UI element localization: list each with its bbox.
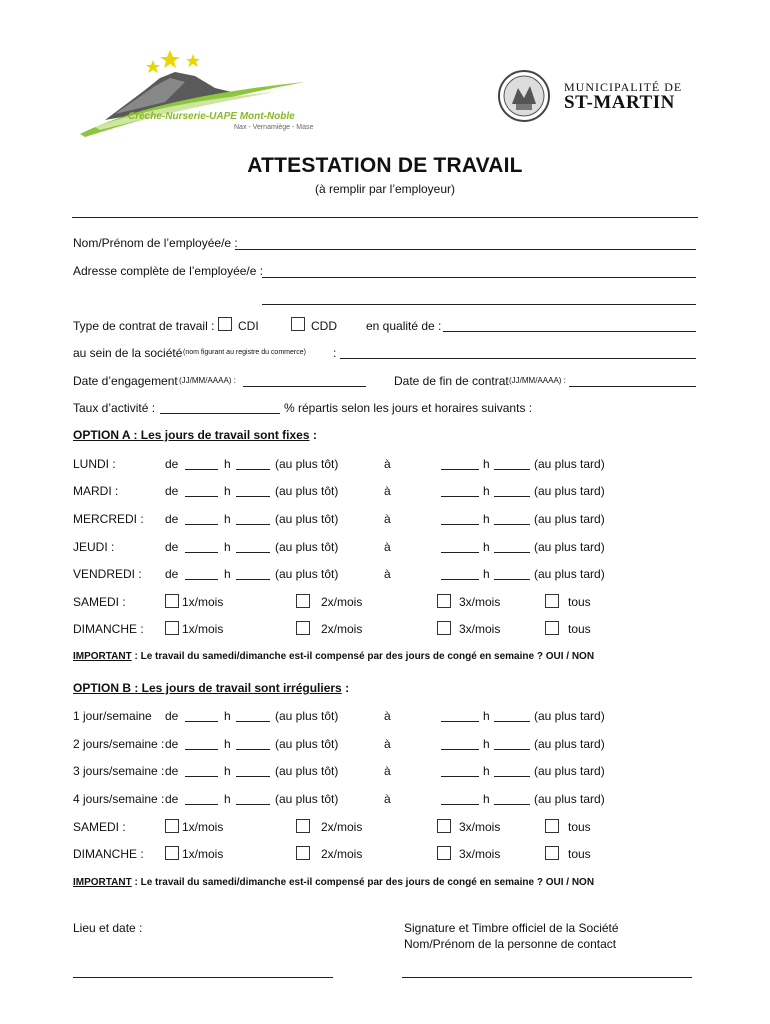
option-a-row-1-latest: (au plus tard) [534,484,605,498]
option-b-row-1-from-minute-field[interactable] [236,749,270,750]
name-field[interactable] [235,249,696,250]
option-a-sunday-checkbox-1[interactable] [296,621,310,635]
signature-field[interactable] [402,977,692,978]
option-b-row-3-latest: (au plus tard) [534,792,605,806]
option-a-row-1-to-hour-field[interactable] [441,496,479,497]
option-b-row-0-from-minute-field[interactable] [236,721,270,722]
end-date-field[interactable] [569,386,696,387]
cdi-label: CDI [238,319,259,333]
option-a-row-4-day-label: VENDREDI : [73,567,142,581]
option-a-row-3-to-minute-field[interactable] [494,552,530,553]
option-a-row-1-from-hour-field[interactable] [185,496,218,497]
option-a-row-1-to-minute-field[interactable] [494,496,530,497]
option-a-row-1-a: à [384,484,391,498]
address-field[interactable] [262,277,696,278]
option-a-row-0-from-minute-field[interactable] [236,469,270,470]
name-label: Nom/Prénom de l’employée/e : [73,236,238,250]
option-b-saturday-option-0: 1x/mois [182,820,224,834]
option-a-row-4-latest: (au plus tard) [534,567,605,581]
option-a-sunday-option-3: tous [568,622,591,636]
address-label: Adresse complète de l’employée/e : [73,264,264,278]
option-a-row-3-to-hour-field[interactable] [441,552,479,553]
cdd-label: CDD [311,319,337,333]
option-a-row-1-to-h: h [483,484,490,498]
option-a-row-0-from-h: h [224,457,231,471]
option-b-sunday-option-0: 1x/mois [182,847,224,861]
option-a-row-3-from-h: h [224,540,231,554]
option-b-row-1-to-minute-field[interactable] [494,749,530,750]
option-b-sunday-checkbox-1[interactable] [296,846,310,860]
option-a-saturday-label: SAMEDI : [73,595,126,609]
option-a-row-1-from-minute-field[interactable] [236,496,270,497]
option-b-row-2-day-label: 3 jours/semaine : [73,764,165,778]
option-a-row-1-from-de: de [165,484,179,498]
option-b-row-1-a: à [384,737,391,751]
rate-label: Taux d’activité : [73,401,156,415]
company-note: (nom figurant au registre du commerce) [183,349,306,356]
municipality-crest-icon [496,68,552,124]
option-a-sunday-option-2: 3x/mois [459,622,501,636]
option-b-row-2-to-h: h [483,764,490,778]
rate-field[interactable] [160,413,280,414]
signature-label-2: Nom/Prénom de la personne de contact [404,937,617,951]
option-b-row-2-to-hour-field[interactable] [441,776,479,777]
option-a-row-2-earliest: (au plus tôt) [275,512,339,526]
option-b-saturday-label: SAMEDI : [73,820,126,834]
option-b-row-1-from-hour-field[interactable] [185,749,218,750]
cdd-checkbox[interactable] [291,317,305,331]
option-a-row-0-day-label: LUNDI : [73,457,116,471]
option-b-saturday-option-2: 3x/mois [459,820,501,834]
important-note-a: IMPORTANT : Le travail du samedi/dimanche est-il compensé par des jours de congé en semaine ? OUI / NON [73,651,595,662]
option-b-row-0-latest: (au plus tard) [534,709,605,723]
option-a-row-3-from-de: de [165,540,179,554]
option-a-sunday-checkbox-0[interactable] [165,621,179,635]
option-b-row-3-from-minute-field[interactable] [236,804,270,805]
option-b-row-2-from-de: de [165,764,179,778]
option-b-sunday-option-3: tous [568,847,591,861]
option-a-row-2-from-de: de [165,512,179,526]
option-b-sunday-checkbox-3[interactable] [545,846,559,860]
option-b-row-2-earliest: (au plus tôt) [275,764,339,778]
option-a-saturday-option-0: 1x/mois [182,595,224,609]
option-a-row-4-to-hour-field[interactable] [441,579,479,580]
page-subtitle: (à remplir par l’employeur) [314,182,456,196]
option-a-row-2-latest: (au plus tard) [534,512,605,526]
municipality-line2: ST-MARTIN [564,92,675,113]
option-a-row-4-from-minute-field[interactable] [236,579,270,580]
option-a-row-4-from-de: de [165,567,179,581]
option-b-row-2-from-hour-field[interactable] [185,776,218,777]
option-a-row-3-earliest: (au plus tôt) [275,540,339,554]
option-a-row-0-to-hour-field[interactable] [441,469,479,470]
option-a-sunday-label: DIMANCHE : [73,622,144,636]
option-a-sunday-option-1: 2x/mois [321,622,363,636]
option-a-row-4-to-h: h [483,567,490,581]
option-b-row-2-to-minute-field[interactable] [494,776,530,777]
option-a-row-0-to-h: h [483,457,490,471]
option-b-row-0-to-h: h [483,709,490,723]
option-a-saturday-checkbox-0[interactable] [165,594,179,608]
place-date-label: Lieu et date : [73,921,143,935]
option-b-row-2-a: à [384,764,391,778]
option-b-row-2-from-h: h [224,764,231,778]
option-a-row-2-from-hour-field[interactable] [185,524,218,525]
option-b-row-0-to-minute-field[interactable] [494,721,530,722]
option-b-row-3-to-h: h [483,792,490,806]
option-a-heading: OPTION A : Les jours de travail sont fixes : [73,428,317,442]
page-title: ATTESTATION DE TRAVAIL [247,154,523,177]
address-field-2[interactable] [262,304,696,305]
option-a-row-4-from-hour-field[interactable] [185,579,218,580]
end-date-format: (JJ/MM/AAAA) : [509,376,566,385]
option-a-row-1-day-label: MARDI : [73,484,119,498]
option-a-saturday-checkbox-1[interactable] [296,594,310,608]
mountain-logo-icon [75,42,315,137]
option-b-row-1-from-de: de [165,737,179,751]
option-a-row-2-to-minute-field[interactable] [494,524,530,525]
rate-suffix: % répartis selon les jours et horaires suivants : [284,401,533,415]
option-a-saturday-checkbox-3[interactable] [545,594,559,608]
option-b-row-3-earliest: (au plus tôt) [275,792,339,806]
option-a-row-3-latest: (au plus tard) [534,540,605,554]
option-a-row-0-from-hour-field[interactable] [185,469,218,470]
option-b-row-0-from-h: h [224,709,231,723]
option-b-saturday-option-1: 2x/mois [321,820,363,834]
option-a-row-2-day-label: MERCREDI : [73,512,144,526]
option-a-row-2-a: à [384,512,391,526]
option-a-row-4-from-h: h [224,567,231,581]
option-b-sunday-checkbox-0[interactable] [165,846,179,860]
option-b-row-1-from-h: h [224,737,231,751]
start-date-field[interactable] [243,386,366,387]
option-a-saturday-checkbox-2[interactable] [437,594,451,608]
option-b-row-1-to-h: h [483,737,490,751]
option-b-saturday-checkbox-3[interactable] [545,819,559,833]
option-a-row-3-from-minute-field[interactable] [236,552,270,553]
option-b-row-3-from-h: h [224,792,231,806]
start-date-label: Date d’engagement [73,374,178,388]
quality-field[interactable] [443,331,696,332]
place-date-field[interactable] [73,977,333,978]
logo-name: Crèche-Nurserie-UAPE Mont-Noble [128,111,295,122]
company-label: au sein de la société [73,346,183,360]
option-b-row-3-from-hour-field[interactable] [185,804,218,805]
signature-label-1: Signature et Timbre officiel de la Société [404,921,619,935]
option-b-sunday-label: DIMANCHE : [73,847,144,861]
option-a-row-1-earliest: (au plus tôt) [275,484,339,498]
option-b-row-0-to-hour-field[interactable] [441,721,479,722]
option-a-row-2-to-hour-field[interactable] [441,524,479,525]
option-b-row-0-a: à [384,709,391,723]
option-b-row-3-day-label: 4 jours/semaine : [73,792,165,806]
option-b-sunday-checkbox-2[interactable] [437,846,451,860]
option-b-row-1-latest: (au plus tard) [534,737,605,751]
company-colon: : [333,346,337,360]
option-a-row-3-day-label: JEUDI : [73,540,115,554]
option-a-row-0-from-de: de [165,457,179,471]
option-b-row-0-day-label: 1 jour/semaine [73,709,152,723]
option-a-sunday-option-0: 1x/mois [182,622,224,636]
option-b-row-3-a: à [384,792,391,806]
option-b-saturday-option-3: tous [568,820,591,834]
option-a-row-3-a: à [384,540,391,554]
option-a-row-1-from-h: h [224,484,231,498]
option-a-saturday-option-2: 3x/mois [459,595,501,609]
option-b-sunday-option-2: 3x/mois [459,847,501,861]
option-a-row-2-to-h: h [483,512,490,526]
option-b-row-3-from-de: de [165,792,179,806]
option-b-row-3-to-hour-field[interactable] [441,804,479,805]
option-a-row-0-earliest: (au plus tôt) [275,457,339,471]
option-b-row-3-to-minute-field[interactable] [494,804,530,805]
option-a-sunday-checkbox-2[interactable] [437,621,451,635]
option-b-saturday-checkbox-0[interactable] [165,819,179,833]
cdi-checkbox[interactable] [218,317,232,331]
option-a-row-0-a: à [384,457,391,471]
option-b-row-1-to-hour-field[interactable] [441,749,479,750]
logo-tagline: Nax - Vernamiège - Mase [234,124,314,131]
option-a-row-3-to-h: h [483,540,490,554]
option-a-row-0-to-minute-field[interactable] [494,469,530,470]
option-b-saturday-checkbox-1[interactable] [296,819,310,833]
option-b-row-0-from-de: de [165,709,179,723]
option-a-row-2-from-minute-field[interactable] [236,524,270,525]
option-b-saturday-checkbox-2[interactable] [437,819,451,833]
start-date-format: (JJ/MM/AAAA) : [179,376,236,385]
option-a-row-2-from-h: h [224,512,231,526]
option-a-row-0-latest: (au plus tard) [534,457,605,471]
option-a-sunday-checkbox-3[interactable] [545,621,559,635]
option-b-row-1-earliest: (au plus tôt) [275,737,339,751]
creche-logo [75,42,315,137]
option-a-row-4-a: à [384,567,391,581]
option-b-sunday-option-1: 2x/mois [321,847,363,861]
municipality-line1: MUNICIPALITÉ DE [564,80,683,94]
option-a-row-3-from-hour-field[interactable] [185,552,218,553]
quality-label: en qualité de : [366,319,442,333]
company-field[interactable] [340,358,696,359]
option-b-heading: OPTION B : Les jours de travail sont irréguliers : [73,681,350,695]
option-b-row-0-from-hour-field[interactable] [185,721,218,722]
contract-type-label: Type de contrat de travail : [73,319,215,333]
end-date-label: Date de fin de contrat [394,374,509,388]
option-b-row-0-earliest: (au plus tôt) [275,709,339,723]
option-a-row-4-earliest: (au plus tôt) [275,567,339,581]
title-divider [72,217,698,218]
option-a-saturday-option-1: 2x/mois [321,595,363,609]
option-b-row-1-day-label: 2 jours/semaine : [73,737,165,751]
important-note-b: IMPORTANT : Le travail du samedi/dimanche est-il compensé par des jours de congé en semaine ? OUI / NON [73,877,595,888]
option-b-row-2-from-minute-field[interactable] [236,776,270,777]
option-b-row-2-latest: (au plus tard) [534,764,605,778]
option-a-saturday-option-3: tous [568,595,591,609]
option-a-row-4-to-minute-field[interactable] [494,579,530,580]
